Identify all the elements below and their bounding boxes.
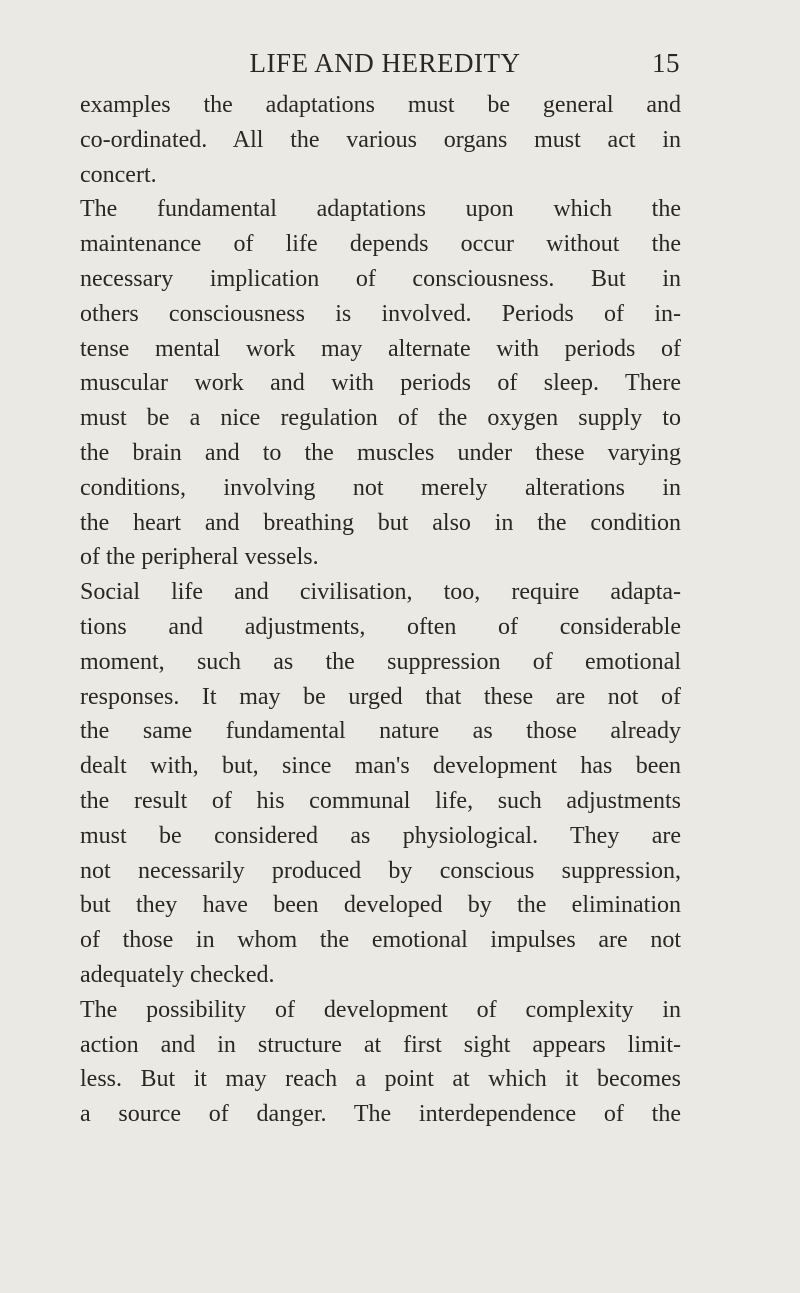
text-line: responses. It may be urged that these are not of: [80, 683, 681, 710]
text-line: The possibility of development of complexity in: [80, 996, 681, 1023]
text-line: maintenance of life depends occur without the: [80, 231, 681, 258]
text-line: muscular work and with periods of sleep. There: [80, 370, 681, 397]
text-line: concert.: [80, 161, 157, 188]
text-line: the heart and breathing but also in the condition: [80, 509, 681, 536]
text-line: must be a nice regulation of the oxygen supply to: [80, 405, 681, 432]
text-line: co-ordinated. All the various organs must act in: [80, 126, 681, 153]
text-line: tions and adjustments, often of considerable: [80, 613, 681, 640]
text-line: The fundamental adaptations upon which the: [80, 196, 681, 223]
text-line: less. But it may reach a point at which it becomes: [80, 1066, 681, 1093]
text-line: adequately checked.: [80, 961, 275, 988]
text-line: Social life and civilisation, too, require adapta-: [80, 579, 681, 606]
text-line: a source of danger. The interdependence of the: [80, 1101, 681, 1128]
text-line: examples the adaptations must be general and: [80, 92, 681, 118]
text-line: others consciousness is involved. Periods of in-: [80, 300, 681, 327]
text-line: necessary implication of consciousness. But in: [80, 265, 681, 292]
text-line: dealt with, but, since man's development has been: [80, 753, 681, 780]
text-line: but they have been developed by the elimination: [80, 892, 681, 919]
text-line: of those in whom the emotional impulses are not: [80, 927, 681, 954]
running-head: [80, 47, 680, 79]
body-text: [80, 88, 681, 1132]
text-line: the same fundamental nature as those already: [80, 718, 681, 745]
text-line: tense mental work may alternate with periods of: [80, 335, 681, 362]
text-line: action and in structure at first sight appears limit-: [80, 1031, 681, 1058]
text-line: must be considered as physiological. They are: [80, 822, 681, 849]
text-line: not necessarily produced by conscious suppression,: [80, 857, 681, 884]
page-number: 15: [652, 48, 680, 78]
text-line: of the peripheral vessels.: [80, 544, 319, 571]
running-title: LIFE AND HEREDITY: [249, 48, 521, 78]
text-line: the result of his communal life, such adjustments: [80, 787, 681, 814]
text-line: the brain and to the muscles under these varying: [80, 439, 681, 466]
text-line: moment, such as the suppression of emotional: [80, 648, 681, 675]
text-line: conditions, involving not merely alterations in: [80, 474, 681, 501]
